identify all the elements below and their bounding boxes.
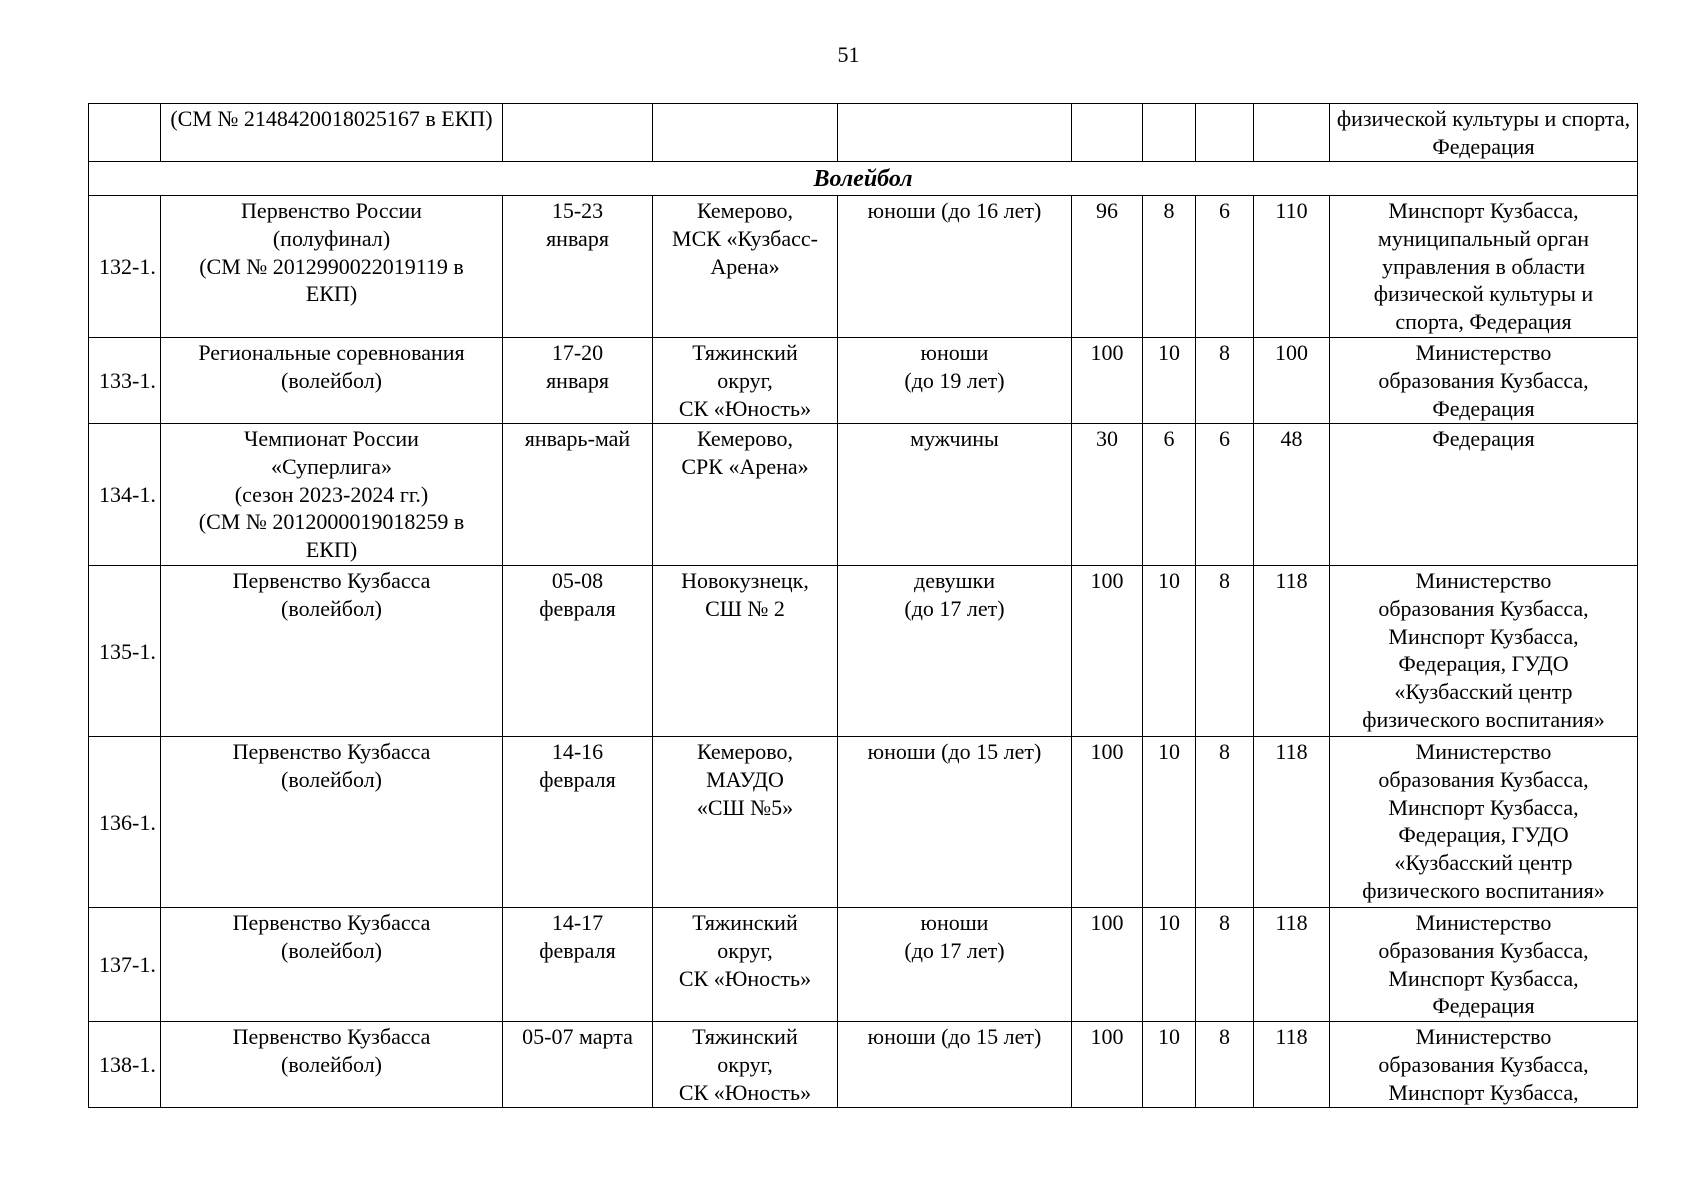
table-row: [89, 196, 1638, 338]
event-dates: [503, 1022, 653, 1108]
event-location-line: Арена»: [710, 253, 780, 279]
event-dates-line: января: [546, 367, 609, 393]
event-name-line: «Суперлига»: [271, 453, 392, 479]
count-2: 6: [1143, 424, 1196, 566]
event-dates-line: январь-май: [524, 426, 631, 451]
event-organizer-line: Федерация: [1432, 395, 1535, 421]
event-name-line: Региональные соревнования: [198, 340, 465, 365]
event-name: [161, 196, 503, 338]
event-organizer-line: образования Кузбасса,: [1378, 367, 1589, 393]
event-participants: [838, 908, 1072, 1022]
event-organizer-line: Федерация: [1432, 993, 1535, 1019]
event-participants-line: мужчины: [910, 426, 999, 451]
event-dates-line: февраля: [539, 766, 616, 792]
event-dates: [503, 196, 653, 338]
event-location-line: Тяжинский: [692, 340, 798, 365]
event-location-line: МСК «Кузбасс-: [672, 225, 818, 251]
event-location-line: СК «Юность»: [678, 1079, 812, 1105]
event-participants-line: юноши: [920, 910, 989, 935]
event-organizer-line: муниципальный орган: [1377, 225, 1590, 251]
event-location-line: округ,: [717, 937, 773, 963]
event-organizer-line: Минспорт Кузбасса,: [1388, 1079, 1579, 1105]
count-2: 8: [1143, 196, 1196, 338]
event-name-line: Чемпионат России: [244, 426, 419, 451]
event-organizer-line: Министерство: [1415, 568, 1552, 593]
count-1: 100: [1072, 737, 1143, 908]
count-1: 100: [1072, 908, 1143, 1022]
table-row: [89, 566, 1638, 737]
event-name-line: (сезон 2023-2024 гг.): [234, 481, 429, 507]
count-3: 8: [1196, 566, 1254, 737]
event-name-line: ЕКП): [305, 537, 358, 563]
event-name-line: Первенство Кузбасса: [232, 910, 431, 935]
event-name-line: (СМ № 2012990022019119 в: [199, 253, 464, 279]
count-1: 96: [1072, 196, 1143, 338]
count-total: 118: [1254, 1022, 1330, 1108]
event-dates: [503, 908, 653, 1022]
event-organizer-line: Федерация: [1432, 426, 1535, 451]
event-location-line: округ,: [717, 1051, 773, 1077]
event-name: [161, 338, 503, 424]
event-name-line: Первенство Кузбасса: [232, 739, 431, 764]
event-location-line: СК «Юность»: [678, 965, 812, 991]
event-organizer-line: Федерация, ГУДО: [1398, 822, 1569, 848]
event-organizer-line: Федерация, ГУДО: [1398, 651, 1569, 677]
event-organizer-line: физической культуры и: [1373, 281, 1594, 307]
table-row: [89, 1022, 1638, 1108]
event-dates-line: 05-07 марта: [522, 1024, 633, 1049]
count-3: 6: [1196, 196, 1254, 338]
event-location: [653, 908, 838, 1022]
count-2: 10: [1143, 1022, 1196, 1108]
section-header-row: [89, 162, 1638, 196]
event-organizer-line: «Кузбасский центр: [1394, 679, 1573, 705]
event-location: [653, 1022, 838, 1108]
count-2: [1143, 104, 1196, 162]
event-name-line: (волейбол): [281, 1051, 382, 1077]
event-organizer-line: образования Кузбасса,: [1378, 1051, 1589, 1077]
event-participants: [838, 196, 1072, 338]
count-total: 110: [1254, 196, 1330, 338]
count-2: 10: [1143, 338, 1196, 424]
event-organizer-line: Министерство: [1415, 910, 1552, 935]
event-organizer-line: Минспорт Кузбасса,: [1388, 794, 1579, 820]
row-number: 138-1.: [89, 1022, 161, 1108]
count-1: 100: [1072, 566, 1143, 737]
event-dates: [503, 424, 653, 566]
event-participants: [838, 104, 1072, 162]
count-3: 8: [1196, 1022, 1254, 1108]
event-organizer: [1330, 737, 1638, 908]
event-name: [161, 737, 503, 908]
event-dates-line: февраля: [539, 595, 616, 621]
table-row: [89, 424, 1638, 566]
event-name-line: (волейбол): [281, 367, 382, 393]
event-name-line: (волейбол): [281, 937, 382, 963]
event-organizer-line: образования Кузбасса,: [1378, 937, 1589, 963]
event-location-line: Кемерово,: [696, 426, 794, 451]
event-location-line: Кемерово,: [696, 198, 794, 223]
event-location-line: Новокузнецк,: [681, 568, 809, 593]
event-organizer: [1330, 196, 1638, 338]
event-dates-line: 14-16: [551, 739, 604, 764]
event-name-line: (волейбол): [281, 595, 382, 621]
event-participants: [838, 338, 1072, 424]
event-organizer: [1330, 566, 1638, 737]
count-2: 10: [1143, 737, 1196, 908]
event-name: [161, 424, 503, 566]
event-dates-line: 14-17: [551, 910, 604, 935]
event-participants: [838, 737, 1072, 908]
events-table: [88, 103, 1638, 1108]
count-3: 6: [1196, 424, 1254, 566]
table-row: [89, 737, 1638, 908]
count-total: 118: [1254, 566, 1330, 737]
row-number: 133-1.: [89, 338, 161, 424]
event-organizer-line: «Кузбасский центр: [1394, 850, 1573, 876]
event-name-line: (волейбол): [281, 766, 382, 792]
event-location-line: Тяжинский: [692, 910, 798, 935]
continuation-row: [89, 104, 1638, 162]
count-3: [1196, 104, 1254, 162]
event-location: [653, 424, 838, 566]
event-participants-line: (до 17 лет): [904, 595, 1005, 621]
event-location-line: Кемерово,: [696, 739, 794, 764]
count-1: 30: [1072, 424, 1143, 566]
event-name-line: (полуфинал): [272, 225, 391, 251]
event-name-line: (СМ № 2012000019018259 в: [198, 509, 465, 535]
table-row: [89, 908, 1638, 1022]
event-dates: [503, 566, 653, 737]
event-participants-line: юноши (до 16 лет): [867, 198, 1042, 223]
event-organizer: [1330, 424, 1638, 566]
event-organizer-line: управления в области: [1382, 253, 1585, 279]
event-organizer-line: спорта, Федерация: [1395, 309, 1572, 335]
count-1: 100: [1072, 338, 1143, 424]
event-organizer-line: Минспорт Кузбасса,: [1388, 198, 1579, 223]
event-participants: [838, 1022, 1072, 1108]
event-name: [161, 566, 503, 737]
event-location-line: СРК «Арена»: [681, 453, 809, 479]
event-location: [653, 196, 838, 338]
event-organizer-line: образования Кузбасса,: [1378, 766, 1589, 792]
event-participants-line: юноши (до 15 лет): [867, 739, 1042, 764]
event-participants: [838, 566, 1072, 737]
event-dates-line: 15-23: [551, 198, 604, 223]
event-organizer-line: Минспорт Кузбасса,: [1388, 965, 1579, 991]
event-organizer-line: образования Кузбасса,: [1378, 595, 1589, 621]
event-location: [653, 104, 838, 162]
count-1: [1072, 104, 1143, 162]
event-name: [161, 908, 503, 1022]
event-participants: [838, 424, 1072, 566]
event-organizer: [1330, 338, 1638, 424]
event-location-line: СШ № 2: [705, 595, 785, 621]
row-number: 136-1.: [89, 737, 161, 908]
event-location: [653, 566, 838, 737]
count-3: 8: [1196, 338, 1254, 424]
row-number: [89, 104, 161, 162]
row-number: 135-1.: [89, 566, 161, 737]
event-name-line: ЕКП): [305, 281, 358, 307]
count-total: 100: [1254, 338, 1330, 424]
count-2: 10: [1143, 566, 1196, 737]
event-name-line: Первенство Кузбасса: [232, 568, 431, 593]
page-number: 51: [837, 42, 860, 67]
count-total: 118: [1254, 737, 1330, 908]
event-location-line: «СШ №5»: [696, 794, 794, 820]
event-location-line: Тяжинский: [692, 1024, 798, 1049]
event-organizer-line: Министерство: [1415, 739, 1552, 764]
event-dates: [503, 338, 653, 424]
event-organizer-line: физического воспитания»: [1362, 706, 1605, 732]
event-name: [161, 1022, 503, 1108]
event-name-line: Первенство России: [241, 198, 422, 223]
count-total: [1254, 104, 1330, 162]
table-row: [89, 338, 1638, 424]
event-location-line: СК «Юность»: [678, 395, 812, 421]
row-number: 132-1.: [89, 196, 161, 338]
event-participants-line: юноши (до 15 лет): [867, 1024, 1042, 1049]
event-organizer-line: Министерство: [1415, 340, 1552, 365]
event-participants-line: (до 17 лет): [904, 937, 1005, 963]
event-dates: [503, 104, 653, 162]
row-number: 137-1.: [89, 908, 161, 1022]
event-name-line: Первенство Кузбасса: [232, 1024, 431, 1049]
event-dates: [503, 737, 653, 908]
event-organizer: [1330, 908, 1638, 1022]
event-organizer-line: Министерство: [1415, 1024, 1552, 1049]
event-location-line: МАУДО: [706, 766, 784, 792]
event-dates-line: 17-20: [551, 340, 604, 365]
event-location-line: округ,: [717, 367, 773, 393]
section-title: Волейбол: [89, 162, 1638, 196]
event-dates-line: января: [546, 225, 609, 251]
count-2: 10: [1143, 908, 1196, 1022]
event-participants-line: (до 19 лет): [904, 367, 1005, 393]
count-total: 118: [1254, 908, 1330, 1022]
event-organizer-line: физического воспитания»: [1362, 877, 1605, 903]
row-number: 134-1.: [89, 424, 161, 566]
event-dates-line: февраля: [539, 937, 616, 963]
event-participants-line: юноши: [920, 340, 989, 365]
count-total: 48: [1254, 424, 1330, 566]
event-name: (СМ № 2148420018025167 в ЕКП): [161, 104, 503, 162]
event-dates-line: 05-08: [551, 568, 604, 593]
count-3: 8: [1196, 908, 1254, 1022]
count-1: 100: [1072, 1022, 1143, 1108]
event-location: [653, 338, 838, 424]
event-organizer: физической культуры и спорта, Федерация: [1330, 104, 1638, 162]
event-location: [653, 737, 838, 908]
event-participants-line: девушки: [914, 568, 995, 593]
count-3: 8: [1196, 737, 1254, 908]
event-organizer-line: Минспорт Кузбасса,: [1388, 623, 1579, 649]
event-organizer: [1330, 1022, 1638, 1108]
